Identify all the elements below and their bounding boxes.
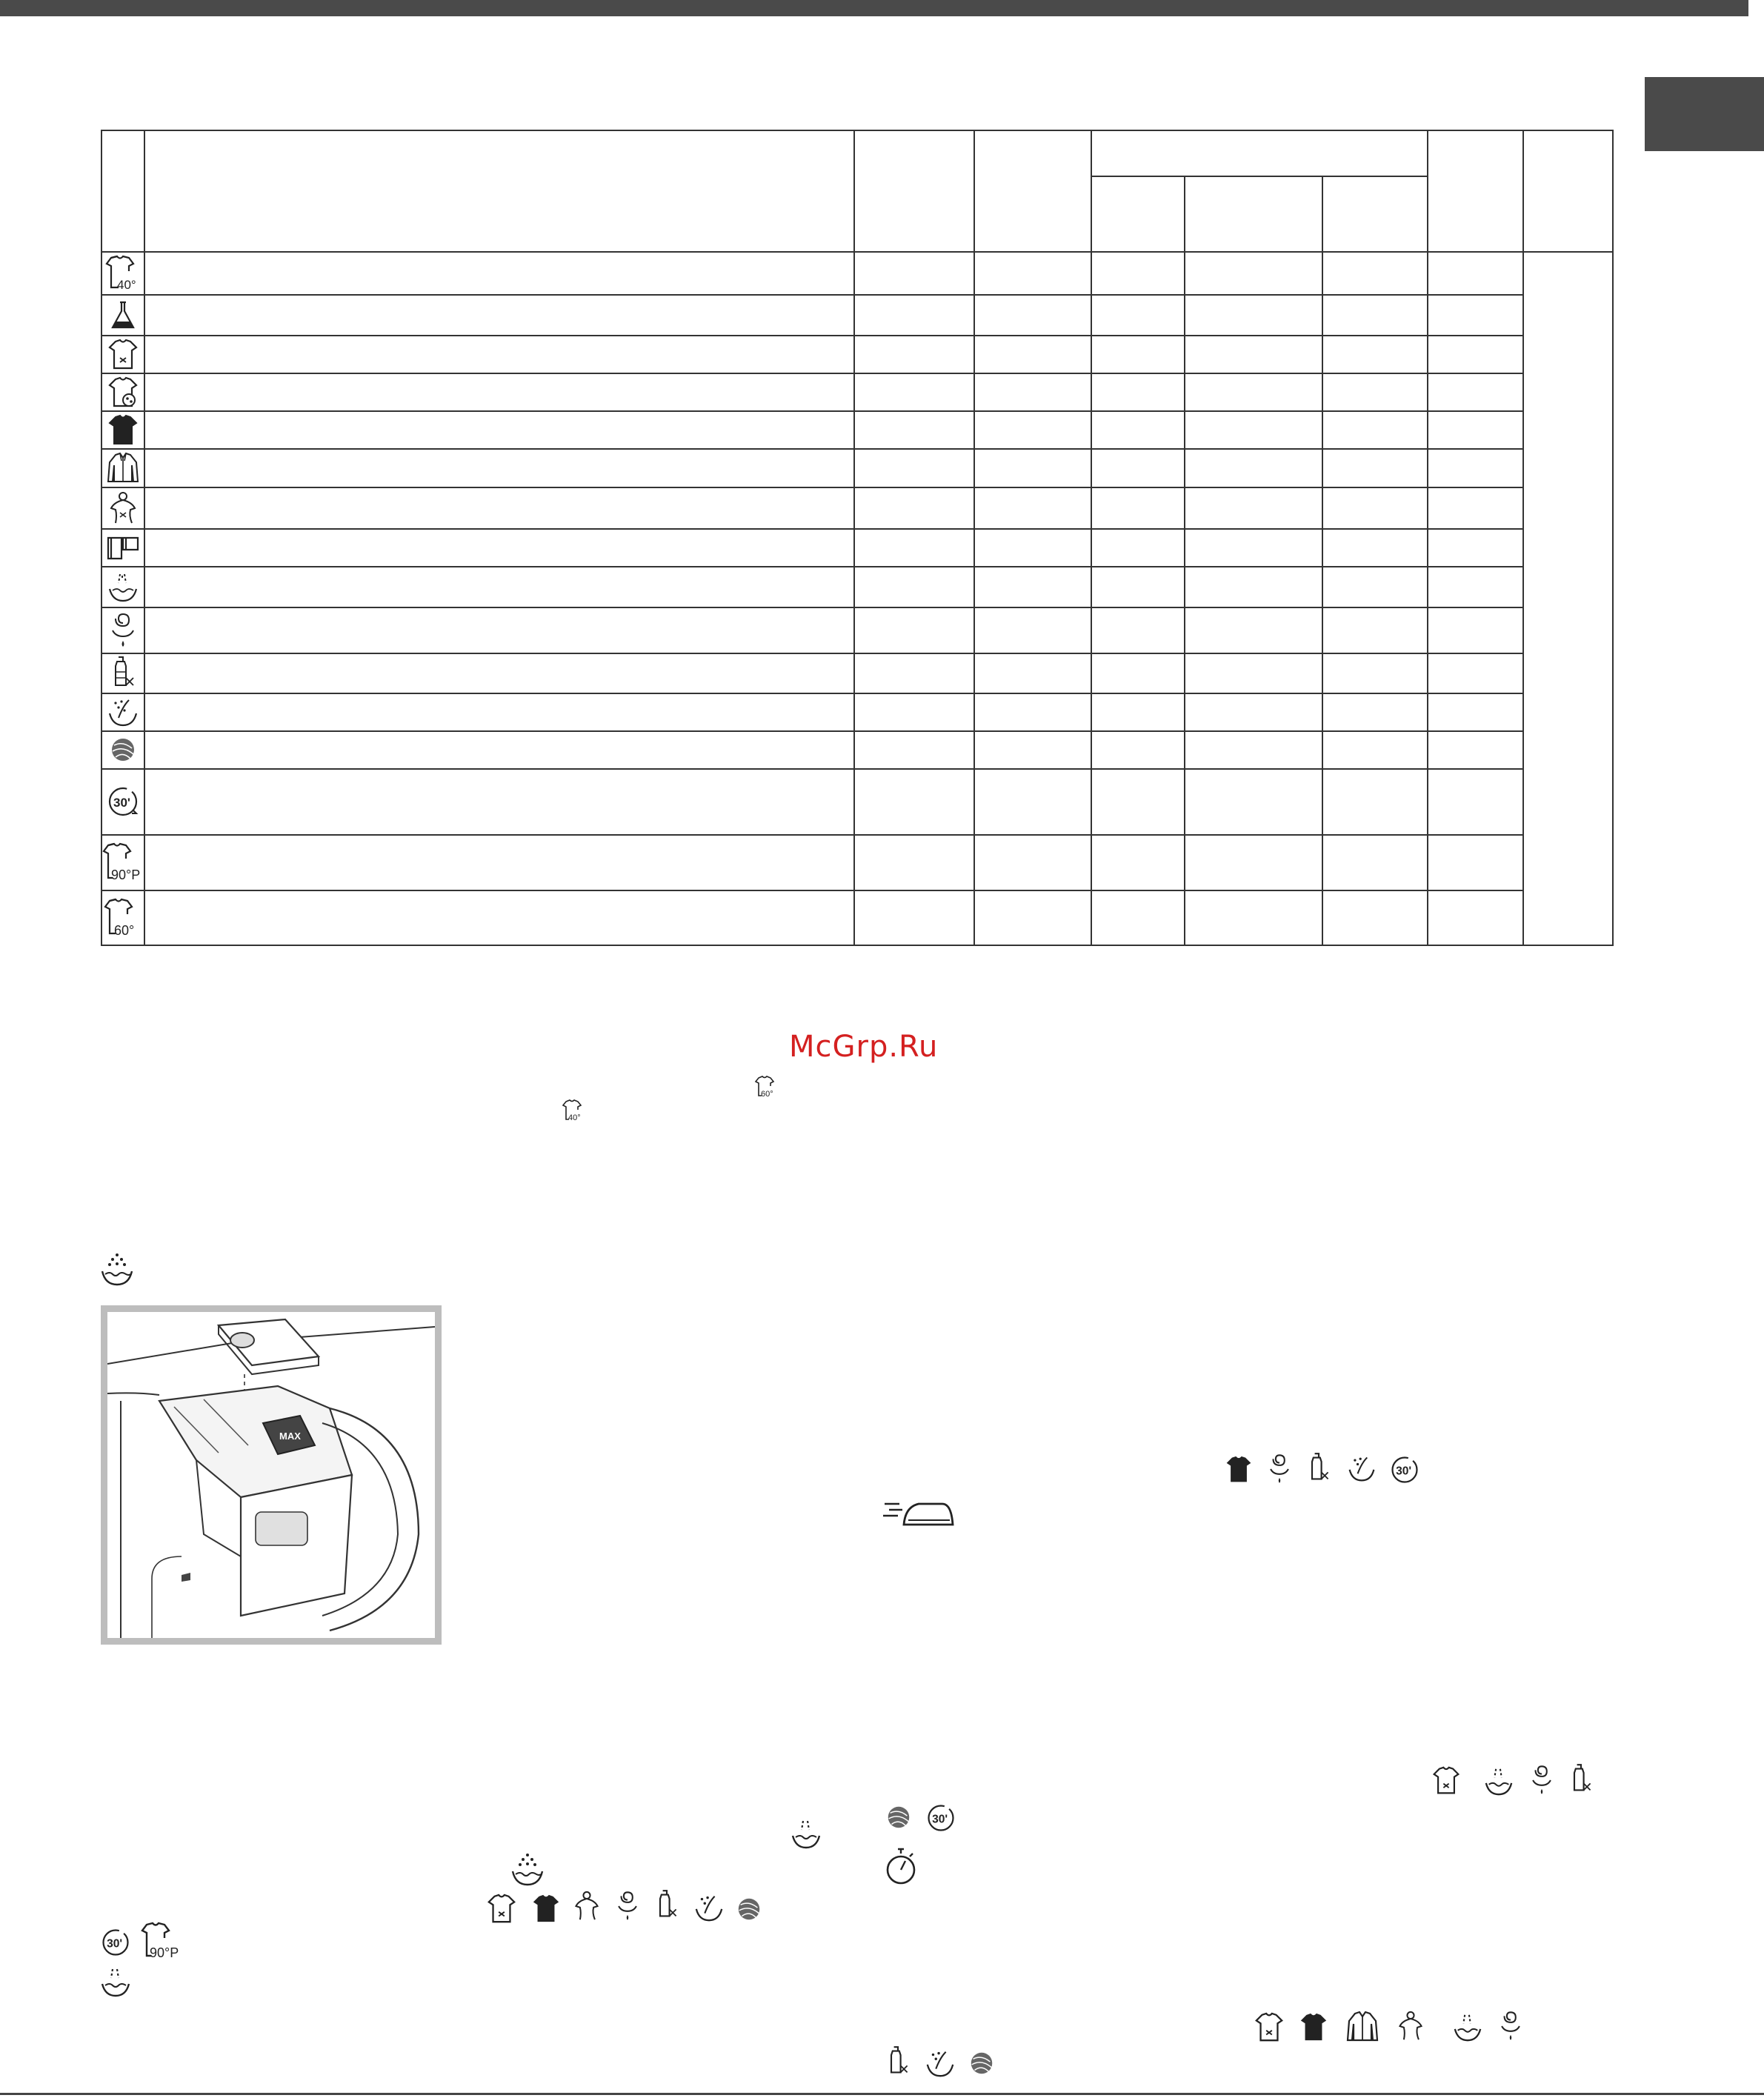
cell [1428,295,1523,336]
cell [1091,295,1185,336]
stopwatch-icon [885,1846,917,1888]
cell [974,653,1091,693]
cell [144,835,854,890]
cell [1185,373,1322,411]
cell [854,607,974,653]
cell [1428,769,1523,835]
table-row [101,411,1613,449]
synthetic-icon [101,487,144,529]
cell [144,567,854,607]
cell [974,336,1091,373]
cell [854,567,974,607]
cell [1428,449,1523,487]
cell [854,252,974,295]
cell [1428,693,1523,731]
cell [1091,411,1185,449]
synthetic-icon [572,1889,602,1923]
table-row [101,252,1613,295]
cell [854,693,974,731]
cell [1185,567,1322,607]
cell [974,607,1091,653]
cell [144,653,854,693]
cell [854,653,974,693]
cell [1322,373,1428,411]
cell [854,449,974,487]
table-row [101,835,1613,890]
table-row [101,487,1613,529]
cell [144,411,854,449]
cell [1185,835,1322,890]
svg-text:30': 30' [107,1937,123,1951]
cell [1185,252,1322,295]
cell [1185,449,1322,487]
shirt-icon [101,449,144,487]
cell [1091,731,1185,769]
cell [1428,653,1523,693]
cell [1322,295,1428,336]
header-cell [1091,176,1185,252]
prewash-icon [99,1252,135,1288]
timer-30-icon [99,1926,132,1959]
header-cell [101,130,144,252]
baby-bottle-icon [101,653,144,693]
bottom-rule [0,2093,1764,2095]
cell [144,769,854,835]
cell [1322,529,1428,567]
svg-text:90°P: 90°P [150,1945,179,1960]
svg-text:30': 30' [1396,1465,1412,1478]
hand-wash-icon [101,567,144,607]
cell [1322,693,1428,731]
cell [1091,567,1185,607]
cell [854,487,974,529]
tshirt-40-small-icon [562,1099,587,1122]
cell [854,890,974,945]
language-tab [1645,77,1764,151]
cell [1185,336,1322,373]
table-row [101,693,1613,731]
cell [1185,411,1322,449]
watermark: McGrp.Ru [789,1030,939,1064]
header-cell [144,130,854,252]
timer-30-icon [1388,1453,1421,1486]
cell [144,449,854,487]
cell [144,529,854,567]
table-row [101,653,1613,693]
cell [1091,890,1185,945]
cell [974,529,1091,567]
tshirt-dark-icon [530,1894,562,1925]
iron-icon [882,1499,956,1529]
cell [1091,607,1185,653]
cell [974,252,1091,295]
cell [144,336,854,373]
tshirt-90p-icon [141,1922,185,1960]
tshirt-60-small-icon [754,1076,779,1098]
cell [144,731,854,769]
wool-icon [885,1803,913,1831]
tshirt-dark-icon [1298,2012,1329,2043]
delicate-wash-icon [925,2048,956,2079]
programme-table [101,130,1614,946]
cell [1428,529,1523,567]
top-bar [0,0,1748,16]
cell [1322,653,1428,693]
table-row [101,529,1613,567]
cell [1091,487,1185,529]
table-row [101,607,1613,653]
cell [1091,529,1185,567]
delicate-wash-icon [693,1892,725,1923]
cell [1428,411,1523,449]
cell [1185,890,1322,945]
tshirt-dark-icon [101,411,144,449]
cell [144,487,854,529]
cell [854,769,974,835]
cell [854,373,974,411]
shirt-icon [1344,2011,1381,2043]
cell [974,693,1091,731]
cell [1322,835,1428,890]
table-row [101,769,1613,835]
cell [854,835,974,890]
cell [144,693,854,731]
cell [854,295,974,336]
table-row [101,567,1613,607]
tshirt-dark-icon [1224,1455,1254,1485]
header-cell [1091,130,1428,176]
cell [974,731,1091,769]
cell [1091,449,1185,487]
hand-wash-icon [1452,2012,1483,2043]
cell [1322,769,1428,835]
tshirt-stain-icon [486,1894,517,1925]
table-row [101,890,1613,945]
tshirt-40-icon [101,252,144,295]
prewash-icon [510,1852,545,1888]
cell [1091,693,1185,731]
cell [1091,336,1185,373]
cell [974,295,1091,336]
spin-drip-icon [1498,2009,1523,2043]
wool-icon [968,2049,996,2077]
tshirt-stain-icon [101,336,144,373]
cell [974,567,1091,607]
cell [1322,252,1428,295]
cell [1091,653,1185,693]
cell [144,373,854,411]
cell [1428,567,1523,607]
header-cell [1322,176,1428,252]
cell [144,295,854,336]
tshirt-60-icon [101,890,144,945]
svg-text:40°: 40° [568,1113,581,1122]
cell [974,769,1091,835]
tshirt-90p-icon [101,835,144,890]
table-row [101,449,1613,487]
header-cell [974,130,1091,252]
cell [1185,653,1322,693]
cell [1428,731,1523,769]
tshirt-stain-icon [1254,2012,1285,2043]
tshirt-dots-icon [101,373,144,411]
detergent-drawer-illustration [101,1305,442,1645]
cell [974,487,1091,529]
table-row [101,731,1613,769]
cell [1428,487,1523,529]
table-row [101,336,1613,373]
header-cell [854,130,974,252]
svg-text:60°: 60° [761,1090,773,1098]
header-cell [1185,176,1322,252]
cell [1091,252,1185,295]
spin-drip-icon [1267,1452,1292,1486]
cell [1428,607,1523,653]
cell [144,607,854,653]
baby-bottle-icon [1568,1763,1594,1796]
cell [974,890,1091,945]
cell [1322,487,1428,529]
delicate-wash-icon [1347,1453,1377,1483]
timer-30-icon [101,769,144,835]
wool-icon [735,1895,763,1923]
cell [974,411,1091,449]
header-cell [1523,130,1613,252]
wool-icon [101,731,144,769]
flask-icon [101,295,144,336]
cell [1185,295,1322,336]
spin-drip-icon [615,1889,640,1923]
cell [1428,890,1523,945]
cell [854,336,974,373]
cell [1322,567,1428,607]
towels-icon [101,529,144,567]
cell [1091,769,1185,835]
hand-wash-icon [790,1818,822,1851]
cell [1185,731,1322,769]
cell [1185,487,1322,529]
spin-drip-icon [1529,1763,1554,1797]
delicate-wash-icon [101,693,144,731]
svg-text:MAX: MAX [279,1431,301,1442]
table-row [101,295,1613,336]
cell [854,411,974,449]
cell [974,373,1091,411]
baby-bottle-icon [1305,1452,1332,1485]
cell [1322,890,1428,945]
svg-text:60°: 60° [114,922,135,938]
spin-drip-icon [101,607,144,653]
cell [1185,769,1322,835]
cell [1091,835,1185,890]
table-row [101,373,1613,411]
cell [1091,373,1185,411]
cell [1428,835,1523,890]
svg-text:90°P: 90°P [111,867,141,883]
cell [974,449,1091,487]
baby-bottle-icon [885,2045,911,2079]
cell [1523,252,1613,945]
cell [1428,373,1523,411]
synthetic-icon [1396,2009,1425,2043]
baby-bottle-icon [653,1889,680,1922]
cell [1428,336,1523,373]
cell [1185,607,1322,653]
cell [1322,731,1428,769]
cell [144,890,854,945]
timer-30-icon [925,1802,957,1834]
table-header-row [101,130,1613,176]
cell [1322,411,1428,449]
cell [854,529,974,567]
hand-wash-icon [99,1966,132,1999]
header-cell [1428,130,1523,252]
tshirt-stain-icon [1431,1766,1461,1796]
cell [144,252,854,295]
svg-text:40°: 40° [117,278,136,293]
cell [1322,607,1428,653]
cell [1428,252,1523,295]
hand-wash-icon [1483,1766,1514,1797]
svg-text:30': 30' [113,796,130,810]
cell [1185,529,1322,567]
svg-text:30': 30' [932,1813,948,1826]
cell [1322,336,1428,373]
cell [854,731,974,769]
cell [1322,449,1428,487]
cell [974,835,1091,890]
cell [1185,693,1322,731]
